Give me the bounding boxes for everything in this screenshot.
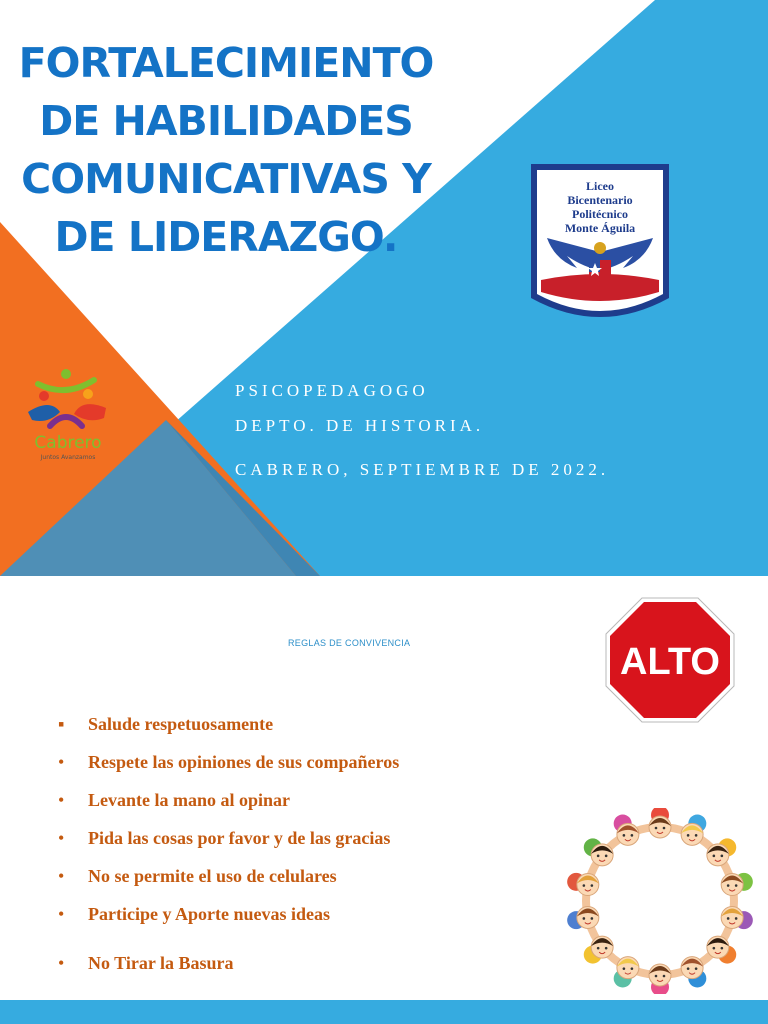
child-figure (567, 906, 599, 929)
logo-tagline: Juntos Avanzamos (40, 454, 96, 461)
list-item (58, 904, 330, 925)
list-item (58, 866, 337, 887)
title-line: COMUNICATIVAS Y (21, 155, 431, 203)
list-item (58, 953, 234, 974)
bullet: ▪ (58, 714, 65, 734)
bottom-blue-band (0, 1000, 768, 1024)
rule-text: No se permite el uso de celulares (88, 866, 337, 886)
list-item (58, 752, 399, 773)
rule-text: No Tirar la Basura (88, 953, 234, 973)
subtitle-line: PSICOPEDAGOGO (235, 381, 429, 400)
bullet: • (58, 866, 65, 886)
child-figure (721, 873, 753, 896)
rule-text: Salude respetuosamente (88, 714, 274, 734)
crest-text: Bicentenario (567, 193, 633, 207)
bullet: • (58, 828, 65, 848)
rule-text: Respete las opiniones de sus compañeros (88, 752, 400, 772)
cabrero-logo (20, 368, 116, 464)
crest-text: Liceo (586, 179, 614, 193)
title-line: DE LIDERAZGO. (54, 213, 398, 261)
rule-text: Levante la mano al opinar (88, 790, 291, 810)
bullet: • (58, 953, 65, 973)
subtitle-line: DEPTO. DE HISTORIA. (235, 416, 485, 435)
child-figure (567, 873, 599, 896)
child-figure (649, 964, 671, 994)
slide-title (0, 34, 452, 266)
rule-text: Pida las cosas por favor y de las gracias (88, 828, 391, 848)
stop-sign-icon (604, 596, 736, 724)
bullet: • (58, 904, 65, 924)
eagle-head (594, 242, 606, 254)
stop-sign-text: ALTO (620, 641, 720, 683)
children-circle-illustration (562, 808, 758, 994)
bullet: • (58, 790, 65, 810)
list-item (58, 828, 390, 849)
bullet: • (58, 752, 65, 772)
title-line: DE HABILIDADES (39, 97, 413, 145)
crest-text: Politécnico (572, 207, 628, 221)
subtitle-line: CABRERO, SEPTIEMBRE DE 2022. (235, 460, 610, 479)
slide2-title: REGLAS DE CONVIVENCIA (288, 638, 411, 648)
child-figure (649, 808, 671, 838)
child-figure (721, 906, 753, 929)
rule-text: Participe y Aporte nuevas ideas (88, 904, 330, 924)
title-line: FORTALECIMIENTO (18, 39, 434, 87)
logo-wordmark: Cabrero (34, 433, 102, 453)
crest-text: Monte Águila (564, 221, 636, 235)
list-item (58, 790, 290, 811)
school-crest-logo (527, 160, 673, 332)
list-item (58, 714, 273, 735)
